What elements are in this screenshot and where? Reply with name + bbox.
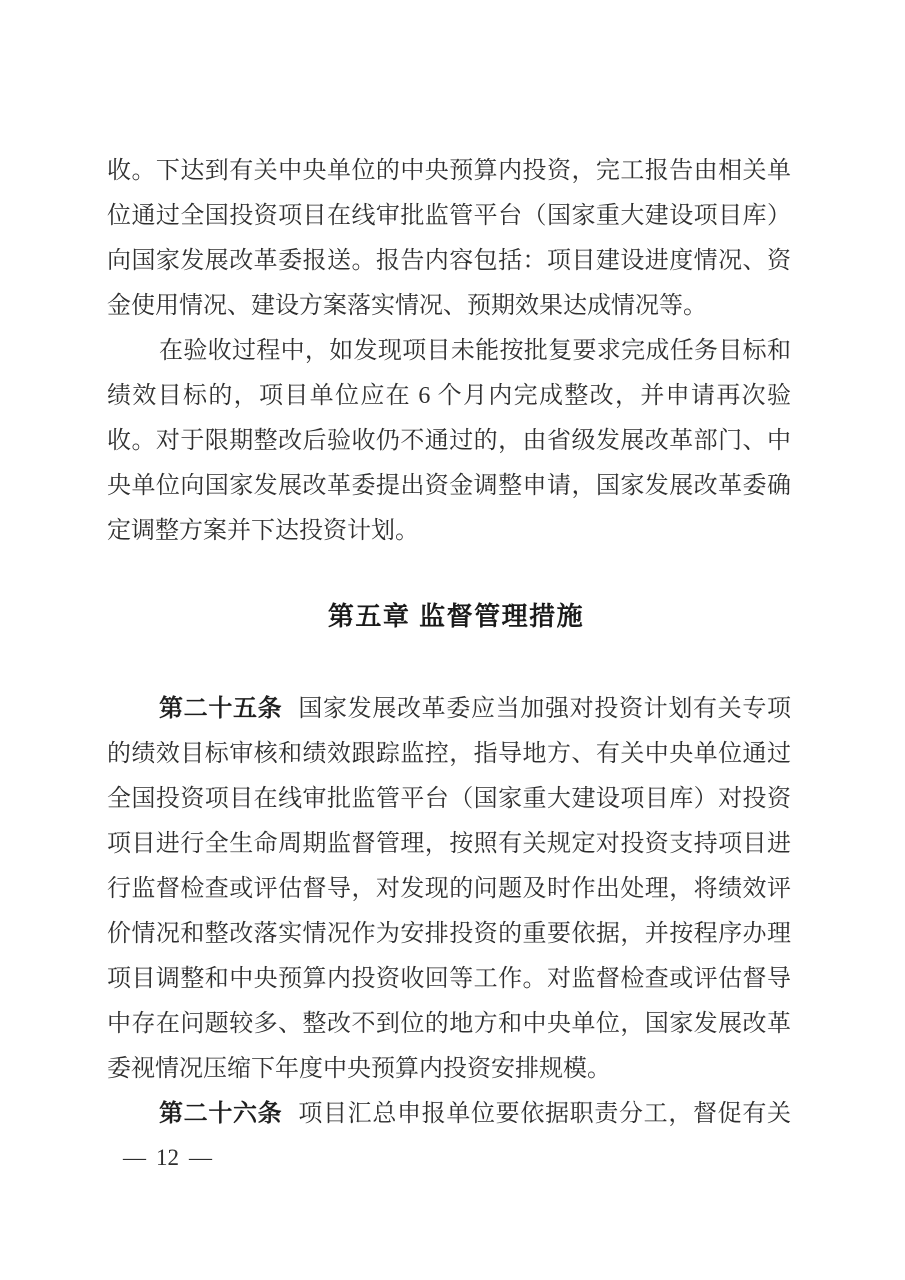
para2-line: 绩效目标的，项目单位应在 6 个月内完成整改，并申请再次验	[107, 383, 791, 409]
article-25-line: 全国投资项目在线审批监管平台（国家重大建设项目库）对投资	[107, 786, 791, 812]
para1-line: 金使用情况、建设方案落实情况、预期效果达成情况等。	[107, 293, 707, 319]
page-number: 12	[156, 1145, 179, 1170]
document-text-block	[107, 149, 791, 1137]
para2-line: 定调整方案并下达投资计划。	[107, 518, 419, 544]
article-25-line: 的绩效目标审核和绩效跟踪监控，指导地方、有关中央单位通过	[107, 741, 791, 767]
article-26-label: 第二十六条	[159, 1101, 283, 1127]
para1-line: 收。下达到有关中央单位的中央预算内投资，完工报告由相关单	[107, 158, 791, 184]
article-26-first-line-text: 项目汇总申报单位要依据职责分工，督促有关	[298, 1101, 791, 1127]
para2-line: 收。对于限期整改后验收仍不通过的，由省级发展改革部门、中	[107, 428, 791, 454]
article-25-line: 项目调整和中央预算内投资收回等工作。对监督检查或评估督导	[107, 966, 791, 992]
article-25-line: 项目进行全生命周期监督管理，按照有关规定对投资支持项目进	[107, 831, 791, 857]
article-25-line: 价情况和整改落实情况作为安排投资的重要依据，并按程序办理	[107, 921, 791, 947]
footer-dash-right: —	[189, 1145, 212, 1170]
article-25-line: 行监督检查或评估督导，对发现的问题及时作出处理，将绩效评	[107, 876, 791, 902]
article-25-line: 委视情况压缩下年度中央预算内投资安排规模。	[107, 1056, 611, 1082]
article-25-label: 第二十五条	[159, 696, 283, 722]
para1-line: 位通过全国投资项目在线审批监管平台（国家重大建设项目库）	[107, 203, 791, 229]
article-25-first-line-text: 国家发展改革委应当加强对投资计划有关专项	[298, 696, 791, 722]
chapter-heading: 第五章 监督管理措施	[327, 601, 585, 631]
page-footer	[123, 1143, 212, 1173]
article-25-line: 中存在问题较多、整改不到位的地方和中央单位，国家发展改革	[107, 1011, 791, 1037]
para1-line: 向国家发展改革委报送。报告内容包括：项目建设进度情况、资	[107, 248, 791, 274]
article-26-first-line	[107, 1092, 791, 1137]
footer-dash-left: —	[123, 1145, 146, 1170]
para2-line: 央单位向国家发展改革委提出资金调整申请，国家发展改革委确	[107, 473, 791, 499]
para2-line: 在验收过程中，如发现项目未能按批复要求完成任务目标和	[159, 338, 791, 364]
article-25-first-line	[107, 687, 791, 732]
